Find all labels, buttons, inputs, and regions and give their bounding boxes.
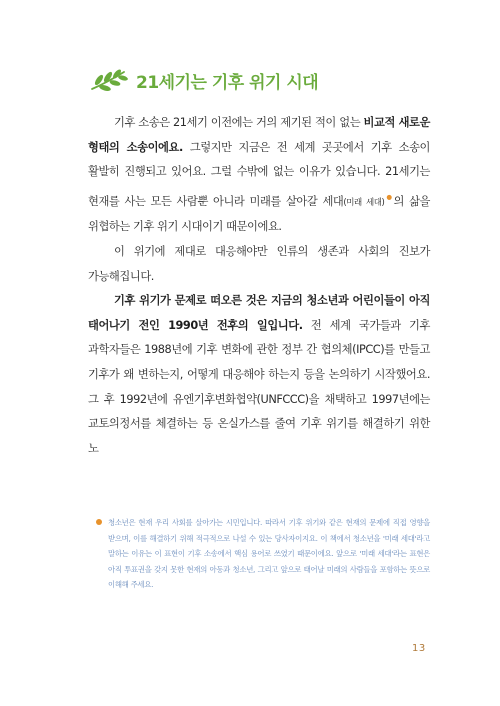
body-text	[88, 111, 430, 461]
footnote-bullet-icon	[96, 519, 102, 525]
p1-text-2: 그렇지만 지금은 전 세계 곳곳에서 기후 소송이 활발히 진행되고 있어요. 그럴 수밖에 없는 이유가 있습니다. 21세기는 현재를 사는 모든 사람뿐 아니라 미래를 살아갈 세대	[88, 140, 430, 208]
paragraph-3	[88, 289, 430, 461]
p1-text-1: 기후 소송은 21세기 이전에는 거의 제기된 적이 없는	[114, 116, 364, 129]
p1-emphasis: 비교적 새로운 형태의 소송이에요.	[88, 116, 430, 154]
page-number: 13	[412, 643, 426, 654]
paragraph-1	[88, 111, 430, 240]
chapter-header	[88, 60, 318, 100]
footnote-marker: ●	[384, 192, 394, 201]
p3-text: 전 세계 국가들과 기후 과학자들은 1988년에 기후 변화에 관한 정부 간 협의체(IPCC)를 만들고 기후가 왜 변하는지, 어떻게 대응해야 하는지 등을 논의하기 시작했어요. 그 후 1992년에 유엔기후변화협약(UNFCCC)을 채택하고 1997년에는 교토의정서를 체결하는 등 온실가스를 줄여 기후 위기를 해결하기 위한 노	[88, 318, 430, 455]
leaf-branch-icon	[88, 67, 128, 93]
p1-future-generation-note: (미래 세대)	[343, 197, 385, 208]
chapter-title: 21세기는 기후 위기 시대	[136, 72, 319, 93]
p3-emphasis: 기후 위기가 문제로 떠오른 것은 지금의 청소년과 어린이들이 아직 태어나기 전인 1990년 전후의 일입니다.	[88, 294, 430, 332]
paragraph-2: 이 위기에 제대로 대응해야만 인류의 생존과 사회의 진보가 가능해집니다.	[88, 244, 430, 283]
footnote	[96, 515, 430, 593]
footnote-text: 청소년은 현재 우리 사회를 살아가는 시민입니다. 따라서 기후 위기와 같은 현재의 문제에 직접 영향을 받으며, 이를 해결하기 위해 적극적으로 나설 수 있는 당사자이지요. 이 책에서 청소년을 '미래 세대'라고 말하는 이유는 이 표현이 기후 소송에서 핵심 용어로 쓰였기 때문이에요. 앞으로 '미래 세대'라는 표현은 아직 투표권을 갖지 못한 현재의 아동과 청소년, 그리고 앞으로 태어날 미래의 사람들을 포함하는 뜻으로 이해해 주세요.	[108, 518, 430, 590]
p1-text-3: 의 삶을 위협하는 기후 위기 시대이기 때문이에요.	[88, 194, 430, 234]
